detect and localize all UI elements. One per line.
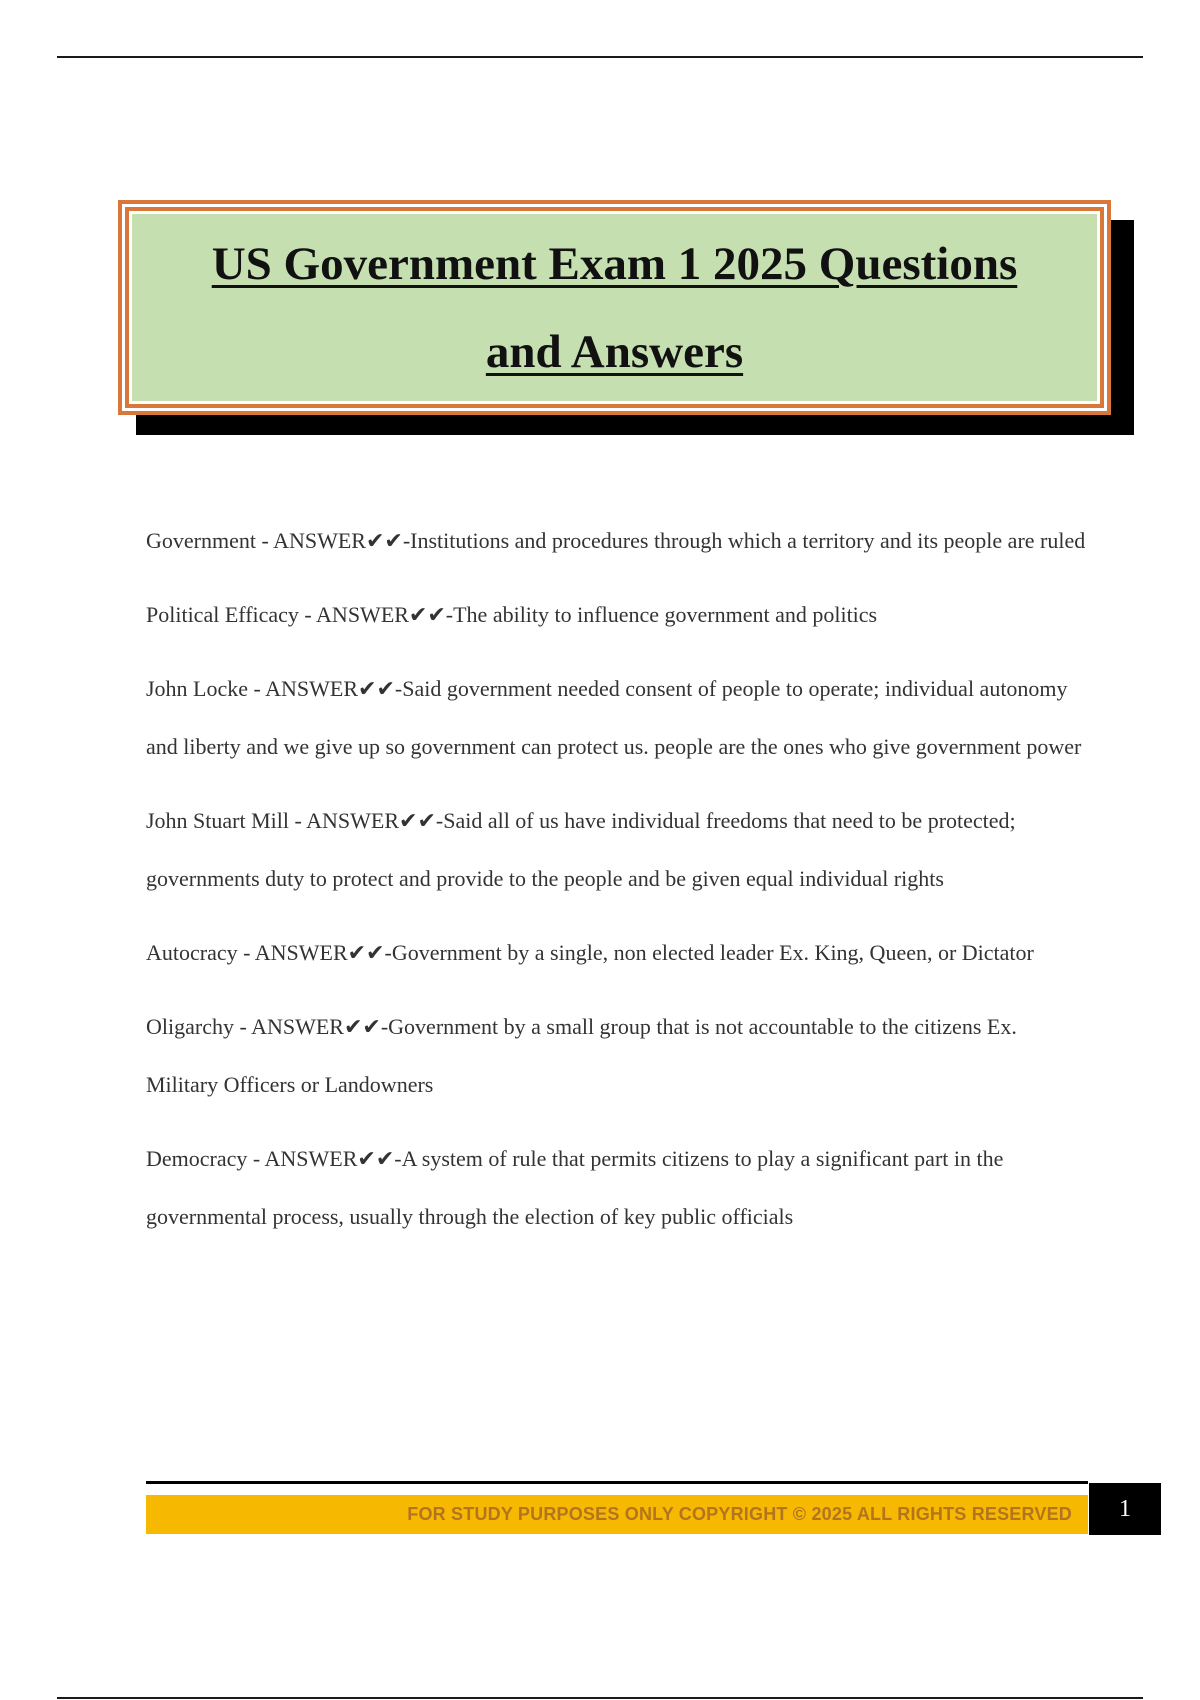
qa-entry: John Locke - ANSWER✔✔-Said government needed consent of people to operate; individual autonomy and liberty and we give up so government can protect us. people are the ones who give government power xyxy=(146,676,1082,759)
title-box-inner-border xyxy=(125,207,1104,408)
page-number-box xyxy=(1089,1483,1161,1535)
title-box-fill xyxy=(132,214,1097,401)
document-title-line-1: US Government Exam 1 2025 Questions xyxy=(211,237,1018,290)
document-title-line-2: and Answers xyxy=(485,325,744,378)
qa-entry: Government - ANSWER✔✔-Institutions and procedures through which a territory and its people are ruled xyxy=(146,528,1086,553)
footer-band xyxy=(146,1495,1088,1534)
title-box xyxy=(118,200,1111,415)
qa-entry: Democracy - ANSWER✔✔-A system of rule that permits citizens to play a significant part in the governmental process, usually through the election of key public officials xyxy=(146,1146,1004,1229)
qa-entry: John Stuart Mill - ANSWER✔✔-Said all of us have individual freedoms that need to be protected; governments duty to protect and provide to the people and be given equal individual rights xyxy=(146,808,1016,891)
bottom-rule xyxy=(57,1697,1143,1699)
qa-entry: Autocracy - ANSWER✔✔-Government by a single, non elected leader Ex. King, Queen, or Dictator xyxy=(146,940,1034,965)
qa-entries xyxy=(146,512,1086,1262)
footer-rule xyxy=(146,1481,1088,1484)
qa-entry: Oligarchy - ANSWER✔✔-Government by a small group that is not accountable to the citizens Ex. Military Officers or Landowners xyxy=(146,1014,1017,1097)
page-number: 1 xyxy=(1119,1495,1131,1522)
footer-copyright-text: FOR STUDY PURPOSES ONLY COPYRIGHT © 2025 ALL RIGHTS RESERVED xyxy=(407,1504,1072,1524)
qa-entry: Political Efficacy - ANSWER✔✔-The ability to influence government and politics xyxy=(146,602,878,627)
top-rule xyxy=(57,56,1143,58)
